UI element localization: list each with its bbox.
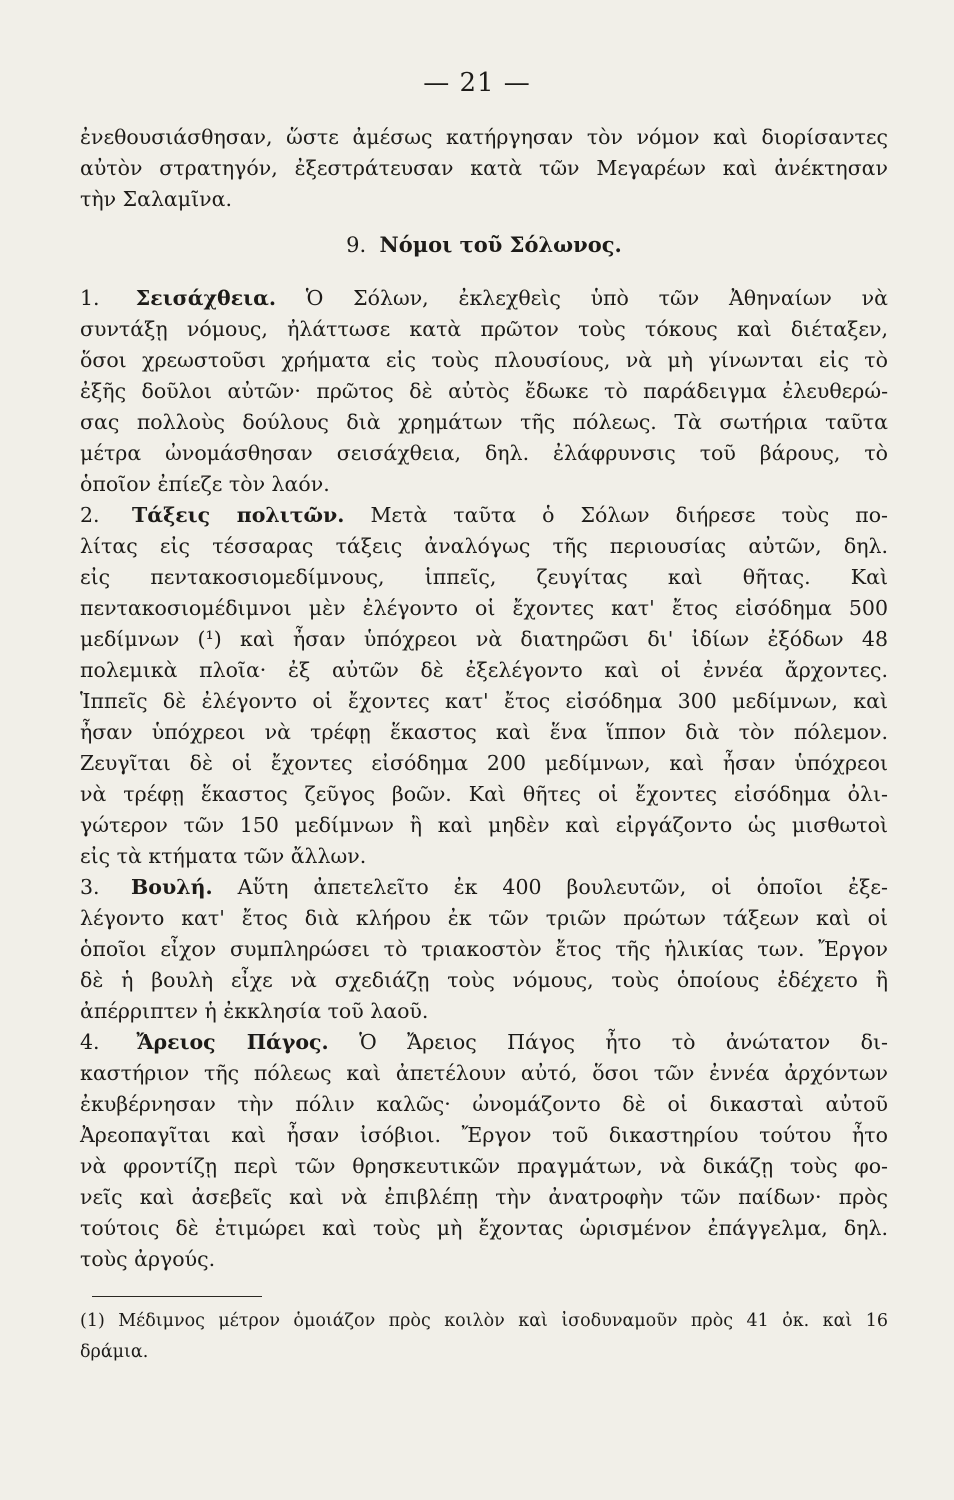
- paragraph-title: Βουλή.: [130, 875, 213, 899]
- paragraph-title: Ἄρειος Πάγος.: [136, 1030, 329, 1054]
- footnote-line: δράμια.: [80, 1342, 149, 1362]
- main-text: [80, 122, 888, 1275]
- text-line: ἐνεθουσιάσθησαν, ὥστε ἀμέσως κατήργησαν τὸν νόμον καὶ διορίσαντες: [80, 125, 888, 149]
- text-line: αὐτὸν στρατηγόν, ἐξεστράτευσαν κατὰ τῶν Μεγαρέων καὶ ἀνέκτησαν: [80, 156, 888, 180]
- paragraph-title: Σεισάχθεια.: [135, 286, 276, 310]
- paragraph-classes-of-citizens: [80, 500, 888, 872]
- paragraph-title: Τάξεις πολιτῶν.: [132, 503, 345, 527]
- paragraph-number: 4.: [80, 1030, 100, 1054]
- section-heading: [80, 229, 888, 261]
- text-run: Μετὰ ταῦτα ὁ Σόλων διήρεσε τοὺς πο-: [370, 503, 888, 527]
- text-line: Ἱππεῖς δὲ ἐλέγοντο οἱ ἔχοντες κατ' ἔτος εἰσόδημα 300 μεδίμνων, καὶ: [80, 689, 888, 713]
- text-line: τὴν Σαλαμῖνα.: [80, 187, 232, 211]
- text-line: σας πολλοὺς δούλους διὰ χρημάτων τῆς πόλεως. Τὰ σωτήρια ταῦτα: [80, 410, 888, 434]
- text-line: λέγοντο κατ' ἔτος διὰ κλήρου ἐκ τῶν τριῶν πρώτων τάξεων καὶ οἱ: [80, 906, 888, 930]
- text-line: ὁποῖον ἐπίεζε τὸν λαόν.: [80, 472, 330, 496]
- intro-paragraph: [80, 122, 888, 215]
- paragraph-number: 1.: [80, 286, 100, 310]
- text-line: νὰ τρέφῃ ἕκαστος ζεῦγος βοῶν. Καὶ θῆτες οἱ ἔχοντες εἰσόδημα ὀλι-: [80, 782, 888, 806]
- text-line: πεντακοσιομέδιμνοι μὲν ἐλέγοντο οἱ ἔχοντες κατ' ἔτος εἰσόδημα 500: [80, 596, 888, 620]
- section-number: 9.: [346, 233, 367, 257]
- text-line: Ζευγῖται δὲ οἱ ἔχοντες εἰσόδημα 200 μεδίμνων, καὶ ἦσαν ὑπόχρεοι: [80, 751, 888, 775]
- text-line: καστήριον τῆς πόλεως καὶ ἀπετέλουν αὐτό, ὅσοι τῶν ἐννέα ἀρχόντων: [80, 1061, 888, 1085]
- text-line: λίτας εἰς τέσσαρας τάξεις ἀναλόγως τῆς περιουσίας αὐτῶν, δηλ.: [80, 534, 888, 558]
- paragraph-areopagus: [80, 1027, 888, 1275]
- section-title: Νόμοι τοῦ Σόλωνος.: [379, 232, 622, 257]
- text-line: ἐκυβέρνησαν τὴν πόλιν καλῶς· ὠνομάζοντο δὲ οἱ δικασταὶ αὐτοῦ: [80, 1092, 888, 1116]
- text-line: μέτρα ὠνομάσθησαν σεισάχθεια, δηλ. ἐλάφρυνσις τοῦ βάρους, τὸ: [80, 441, 888, 465]
- paragraph-seisachtheia: [80, 283, 888, 500]
- paragraph-number: 3.: [80, 875, 100, 899]
- footnote: [80, 1306, 888, 1368]
- text-line: τούτοις δὲ ἐτιμώρει καὶ τοὺς μὴ ἔχοντας ὡρισμένον ἐπάγγελμα, δηλ.: [80, 1216, 888, 1240]
- page-number: — 21 —: [423, 68, 531, 98]
- text-line: συντάξῃ νόμους, ἠλάττωσε κατὰ πρῶτον τοὺς τόκους καὶ διέταξεν,: [80, 317, 888, 341]
- text-line: εἰς τὰ κτήματα τῶν ἄλλων.: [80, 844, 367, 868]
- text-line: νεῖς καὶ ἀσεβεῖς καὶ νὰ ἐπιβλέπῃ τὴν ἀνατροφὴν τῶν παίδων· πρὸς: [80, 1185, 888, 1209]
- text-line: εἰς πεντακοσιομεδίμνους, ἱππεῖς, ζευγίτας καὶ θῆτας. Καὶ: [80, 565, 888, 589]
- footnote-line: (1) Μέδιμνος μέτρον ὁμοιάζον πρὸς κοιλὸν καὶ ἰσοδυναμοῦν πρὸς 41 ὀκ. καὶ 16: [80, 1311, 888, 1331]
- text-run: Ὁ Σόλων, ἐκλεχθεὶς ὑπὸ τῶν Ἀθηναίων νὰ: [305, 286, 888, 310]
- text-run: Αὕτη ἀπετελεῖτο ἐκ 400 βουλευτῶν, οἱ ὁποῖοι ἐξε-: [237, 875, 888, 899]
- text-line: νὰ φροντίζῃ περὶ τῶν θρησκευτικῶν πραγμάτων, νὰ δικάζῃ τοὺς φο-: [80, 1154, 888, 1178]
- paragraph-number: 2.: [80, 503, 100, 527]
- paragraph-boule: [80, 872, 888, 1027]
- text-line: μεδίμνων (¹) καὶ ἦσαν ὑπόχρεοι νὰ διατηρῶσι δι' ἰδίων ἐξόδων 48: [80, 627, 888, 651]
- text-run: Ὁ Ἄρειος Πάγος ἦτο τὸ ἀνώτατον δι-: [359, 1030, 888, 1054]
- text-line: ἐξῆς δοῦλοι αὐτῶν· πρῶτος δὲ αὐτὸς ἔδωκε τὸ παράδειγμα ἐλευθερώ-: [80, 379, 888, 403]
- text-line: ἦσαν ὑπόχρεοι νὰ τρέφῃ ἕκαστος καὶ ἕνα ἵππον διὰ τὸν πόλεμον.: [80, 720, 888, 744]
- text-line: γώτερον τῶν 150 μεδίμνων ἢ καὶ μηδὲν καὶ εἰργάζοντο ὡς μισθωτοὶ: [80, 813, 888, 837]
- text-line: ὁποῖοι εἶχον συμπληρώσει τὸ τριακοστὸν ἔτος τῆς ἡλικίας των. Ἔργον: [80, 937, 888, 961]
- footnote-divider: [92, 1296, 262, 1297]
- text-line: τοὺς ἀργούς.: [80, 1247, 216, 1271]
- text-line: ἀπέρριπτεν ἡ ἐκκλησία τοῦ λαοῦ.: [80, 999, 429, 1023]
- text-line: δὲ ἡ βουλὴ εἶχε νὰ σχεδιάζῃ τοὺς νόμους, τοὺς ὁποίους ἐδέχετο ἢ: [80, 968, 888, 992]
- text-line: πολεμικὰ πλοῖα· ἐξ αὐτῶν δὲ ἐξελέγοντο καὶ οἱ ἐννέα ἄρχοντες.: [80, 658, 888, 682]
- text-line: Ἀρεοπαγῖται καὶ ἦσαν ἰσόβιοι. Ἔργον τοῦ δικαστηρίου τούτου ἦτο: [80, 1123, 888, 1147]
- text-line: ὅσοι χρεωστοῦσι χρήματα εἰς τοὺς πλουσίους, νὰ μὴ γίνωνται εἰς τὸ: [80, 348, 888, 372]
